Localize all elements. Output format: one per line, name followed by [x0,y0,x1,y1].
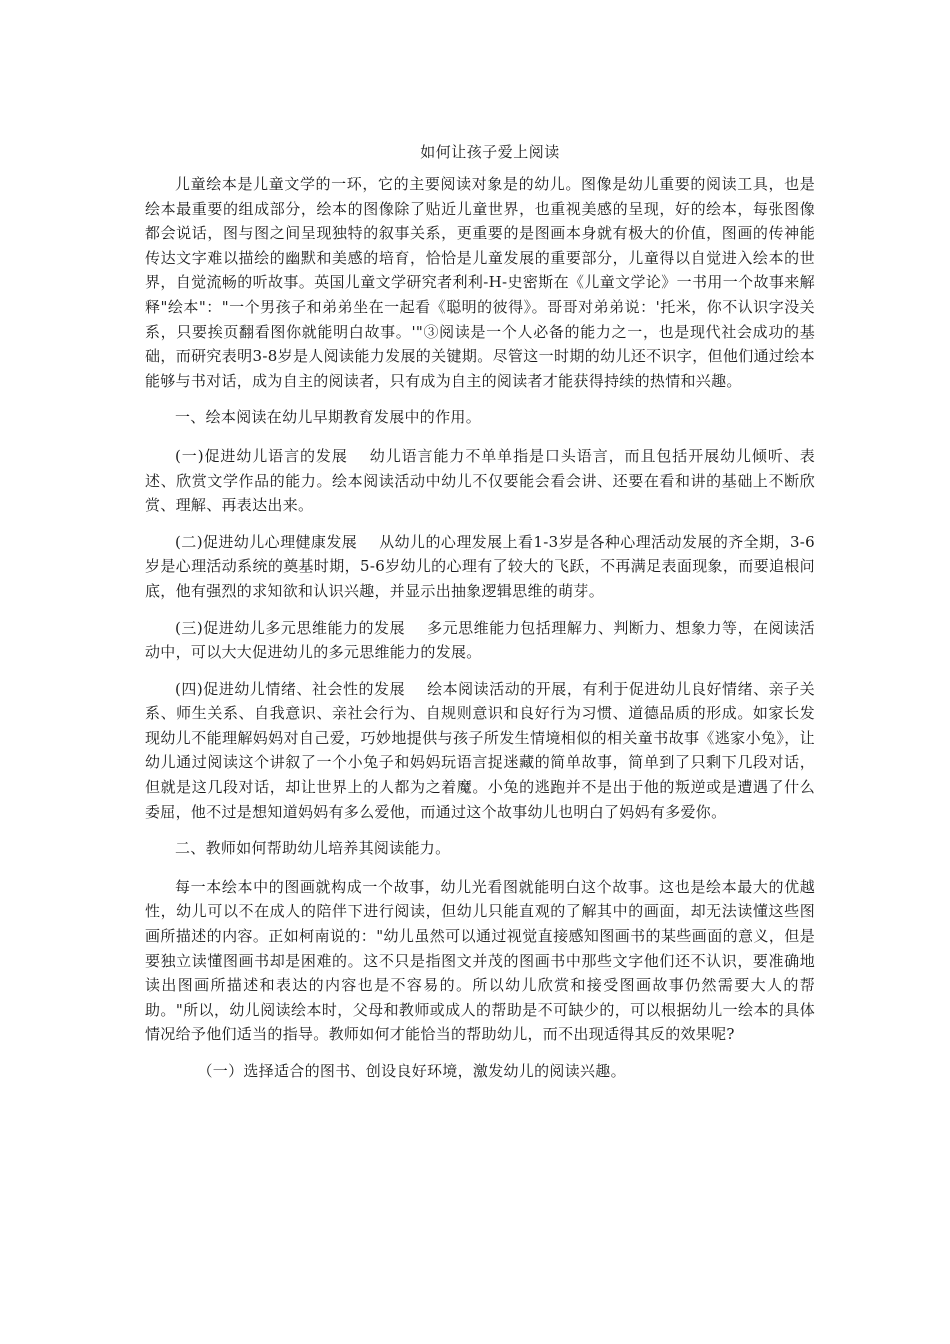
subsection-emotion [145,677,815,825]
subsection-text: 多元思维能力包括理解力、判断力、想象力等，在阅读活动中，可以大大促进幼儿的多元思维能力的发展。 [145,618,815,662]
document-body [145,172,815,1096]
part-two-paragraph: 每一本绘本中的图画就构成一个故事，幼儿光看图就能明白这个故事。这也是绘本最大的优越性，幼儿可以不在成人的陪伴下进行阅读，但幼儿只能直观的了解其中的画面，却无法读懂这些图画所描述的内容。正如柯南说的："幼儿虽然可以通过视觉直接感知图画书的某些画面的意义，但是要独立读懂图画书却是困难的。这不只是指图文并茂的图画书中那些文字他们还不认识，要准确地读出图画所描述和表达的内容也是不容易的。所以幼儿欣赏和接受图画故事仍然需要大人的帮助。"所以，幼儿阅读绘本时，父母和教师或成人的帮助是不可缺少的，可以根据幼儿一绘本的具体情况给予他们适当的指导。教师如何才能恰当的帮助幼儿，而不出现适得其反的效果呢? [145,877,815,1044]
subsection-heading: (三)促进幼儿多元思维能力的发展 [175,618,406,637]
part-two-subheading: （一）选择适合的图书、创设良好环境，激发幼儿的阅读兴趣。 [197,1062,626,1080]
subsection-text: 幼儿语言能力不单单指是口头语言，而且包括开展幼儿倾听、表述、欣赏文学作品的能力。绘本阅读活动中幼儿不仅要能会看会讲、还要在看和讲的基础上不断欣赏、理解、再表达出来。 [145,446,815,515]
subsection-psychology [145,530,815,604]
subsection-thinking [145,616,815,665]
subsection-heading: (一)促进幼儿语言的发展 [175,446,348,465]
subsection-heading: (四)促进幼儿情绪、社会性的发展 [175,679,406,698]
document-title: 如何让孩子爱上阅读 [420,143,560,161]
subsection-language [145,444,815,518]
intro-paragraph: 儿童绘本是儿童文学的一环，它的主要阅读对象是的幼儿。图像是幼儿重要的阅读工具，也是绘本最重要的组成部分，绘本的图像除了贴近儿童世界，也重视美感的呈现，好的绘本，每张图像都会说话，图与图之间呈现独特的叙事关系，更重要的是图画本身就有极大的价值，图画的传神能传达文字难以描绘的幽默和美感的培育，恰恰是儿童发展的重要部分，儿童得以自觉进入绘本的世界，自觉流畅的听故事。英国儿童文学研究者利利-H-史密斯在《儿童文学论》一书用一个故事来解释"绘本"："一个男孩子和弟弟坐在一起看《聪明的彼得》。哥哥对弟弟说：'托米，你不认识字没关系，只要挨页翻看图你就能明白故事。'"③阅读是一个人必备的能力之一，也是现代社会成功的基础，而研究表明3-8岁是人阅读能力发展的关键期。尽管这一时期的幼儿还不识字，但他们通过绘本能够与书对话，成为自主的阅读者，只有成为自主的阅读者才能获得持续的热情和兴趣。 [145,175,815,390]
section-heading-two: 二、教师如何帮助幼儿培养其阅读能力。 [175,839,451,858]
subsection-text: 从幼儿的心理发展上看1-3岁是各种心理活动发展的齐全期，3-6岁是心理活动系统的奠基时期，5-6岁幼儿的心理有了较大的飞跃，不再满足表面现象，而要追根问底，他有强烈的求知欲和认识兴趣，并显示出抽象逻辑思维的萌芽。 [145,532,815,600]
subsection-heading: (二)促进幼儿心理健康发展 [175,532,358,551]
subsection-text: 绘本阅读活动的开展，有利于促进幼儿良好情绪、亲子关系、师生关系、自我意识、亲社会行为、自规则意识和良好行为习惯、道德品质的形成。如家长发现幼儿不能理解妈妈对自己爱，巧妙地提供与孩子所发生情境相似的相关童书故事《逃家小兔》，让幼儿通过阅读这个讲叙了一个小兔子和妈妈玩语言捉迷藏的简单故事，简单到了只剩下几段对话，但就是这几段对话，却让世界上的人都为之着魔。小兔的逃跑并不是出于他的叛逆或是遭遇了什么委屈，他不过是想知道妈妈有多么爱他，而通过这个故事幼儿也明白了妈妈有多爱你。 [145,679,815,821]
section-heading-one: 一、绘本阅读在幼儿早期教育发展中的作用。 [175,408,482,427]
